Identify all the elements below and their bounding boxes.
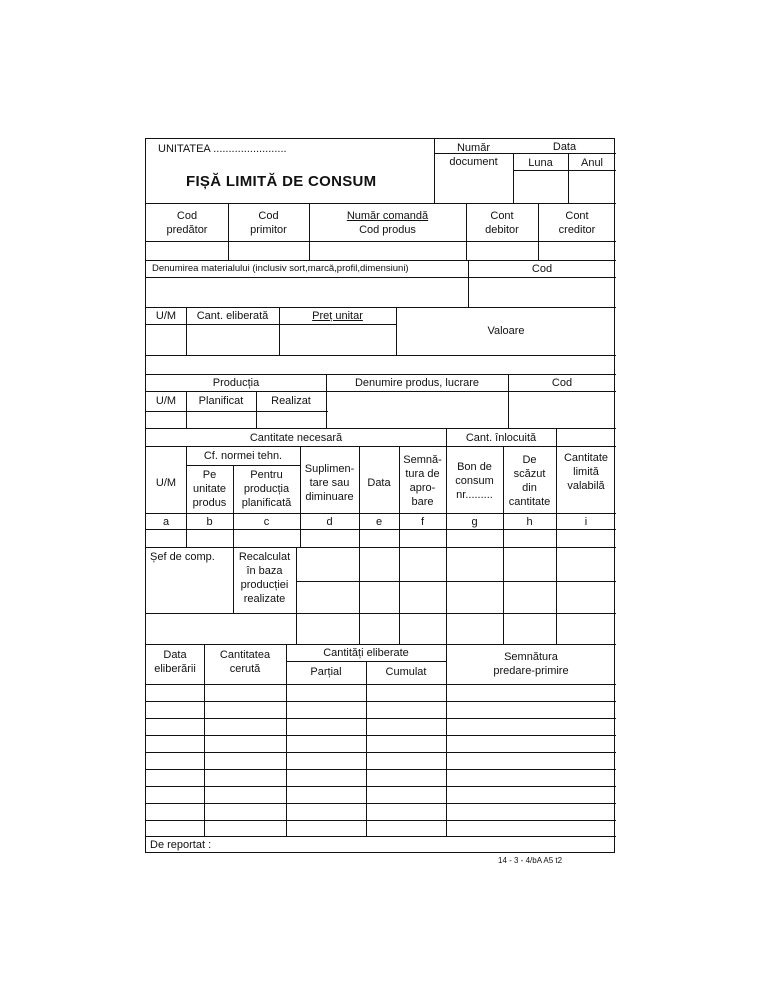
data-eliberarii-label: Data [163,649,187,661]
column-letter: b [206,516,213,528]
line [359,547,360,644]
column-letter: i [584,516,588,528]
de-scazut-label-2: scăzut [513,468,546,480]
cod-produs-label: Cod produs [359,224,416,236]
recalculat-label-4: realizate [243,593,286,605]
line [146,324,396,325]
semnatura-aprobare-label-2: tura de [405,468,440,480]
line [146,355,616,356]
line [186,465,300,466]
line [366,661,367,836]
productia-um-label: U/M [155,395,177,407]
data-col-label: Data [367,477,391,489]
de-scazut-label-3: din [522,482,537,494]
line [146,613,616,614]
cod-predator-label: Cod [176,210,198,222]
line [146,529,616,530]
numar-comanda-label: Număr comandă [346,210,429,222]
column-letter: g [471,516,478,528]
numar-document-label: Număr [456,142,490,154]
partial-label: Parțial [310,666,342,678]
line [146,241,616,242]
column-letter: h [526,516,533,528]
pe-unitate-label-2: unitate [192,483,227,495]
sef-comp-label: Șef de comp. [150,551,215,563]
cant-inlocuita-label: Cant. înlocuită [465,432,537,444]
line [146,820,616,821]
denumirea-materialului-label: Denumirea materialului (inclusiv sort,marcă,profil,dimensiuni) [152,263,409,274]
line [146,644,616,645]
line [296,547,297,644]
form-code: 14 - 3 - 4/bA A5 t2 [498,856,563,865]
cantitate-limita-label: Cantitate [563,452,609,464]
cantitati-eliberate-label: Cantități eliberate [323,647,409,659]
line [146,803,616,804]
column-letter: d [326,516,333,528]
line [146,735,616,736]
page-title: FIȘĂ LIMITĂ DE CONSUM [186,173,377,190]
de-scazut-label-4: cantitate [508,496,551,508]
valoare-label: Valoare [487,325,525,337]
realizat-label: Realizat [271,395,311,407]
material-cod-label: Cod [531,263,553,275]
cantitate-necesara-label: Cantitate necesară [249,432,343,444]
anul-label: Anul [580,157,604,169]
line [146,718,616,719]
semnatura-aprobare-label: Semnă- [403,454,442,466]
line [146,203,616,204]
bon-consum-label-3: nr......... [456,489,493,501]
cont-debitor-label-2: debitor [485,224,519,236]
cantitatea-ceruta-label: Cantitatea [219,649,271,661]
recalculat-label: Recalculat [238,551,291,563]
line [146,547,616,548]
line [146,684,616,685]
line [146,428,616,429]
cont-debitor-label: Cont [490,210,514,222]
de-reportat-label: De reportat : [150,839,212,851]
productia-cod-label: Cod [551,377,573,389]
line [146,513,616,514]
column-letter: e [375,516,383,528]
suplimentare-label-2: tare sau [309,477,350,489]
fisa-limita-de-consum-form [145,138,615,853]
line [146,701,616,702]
pentru-label-2: producția [243,483,290,495]
bon-consum-label: Bon de [457,461,492,473]
semnatura-aprobare-label-4: bare [411,496,434,508]
cont-creditor-label-2: creditor [558,224,596,236]
cant-eliberata-label: Cant. eliberată [196,310,269,322]
de-scazut-label: De [522,454,537,466]
recalculat-label-2: în baza [246,565,283,577]
luna-label: Luna [528,157,553,169]
cantitate-um-label: U/M [155,477,177,489]
line [146,374,616,375]
line [146,411,328,412]
denumire-produs-label: Denumire produs, lucrare [354,377,480,389]
suplimentare-label: Suplimen- [304,463,355,475]
cont-creditor-label: Cont [565,210,589,222]
semnatura-predare-label: Semnătura [504,651,558,663]
um-label: U/M [155,310,177,322]
cantitate-limita-label-2: limită [573,466,599,478]
line [296,581,616,582]
line [146,752,616,753]
semnatura-predare-label-2: predare-primire [493,665,569,677]
cumulat-label: Cumulat [385,666,427,678]
planificat-label: Planificat [198,395,244,407]
line [146,769,616,770]
line [146,277,616,278]
line [146,391,616,392]
unitatea-label: UNITATEA ........................ [158,143,287,155]
data-label: Data [552,141,577,153]
line [146,836,616,837]
semnatura-aprobare-label-3: apro- [409,482,436,494]
cf-normei-label: Cf. normei tehn. [203,450,283,462]
suplimentare-label-3: diminuare [305,491,354,503]
pret-unitar-label: Preț unitar [312,310,363,322]
line [146,260,616,261]
cantitate-limita-label-3: valabilă [567,480,605,492]
line [146,446,616,447]
line [513,170,616,171]
column-letter: c [263,516,270,528]
line [399,547,400,644]
pentru-label-3: planificată [241,497,292,509]
column-letter: f [420,516,425,528]
numar-document-label-2: document [449,156,498,168]
pentru-label: Pentru [250,469,283,481]
data-eliberarii-label-2: eliberării [154,663,196,675]
cod-primitor-label: Cod [258,210,279,222]
cod-primitor-label-2: primitor [250,224,287,236]
pe-unitate-label-3: produs [192,497,227,509]
line [146,786,616,787]
productia-label: Producția [212,377,260,389]
column-letter: a [162,516,170,528]
pe-unitate-label: Pe [202,469,217,481]
line [146,307,616,308]
cantitatea-ceruta-label-2: cerută [229,663,261,675]
line [359,446,360,547]
bon-consum-label-2: consum [455,475,494,487]
recalculat-label-3: producției [240,579,289,591]
cod-predator-label-2: predător [166,224,208,236]
